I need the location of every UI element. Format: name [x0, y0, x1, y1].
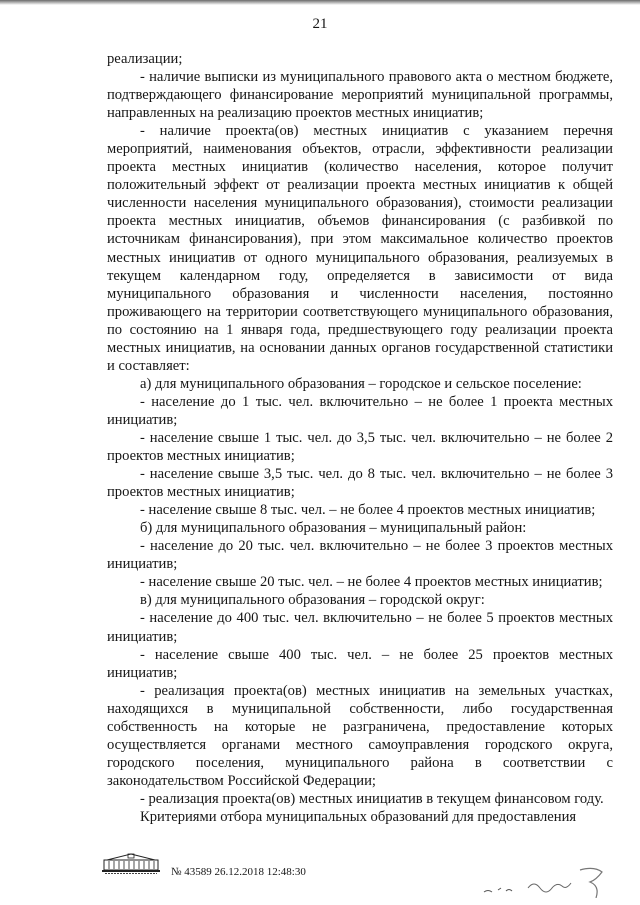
- paragraph: - население свыше 20 тыс. чел. – не более 4 проектов местных инициатив;: [140, 574, 603, 591]
- paragraph: - население свыше 3,5 тыс. чел. до 8 тыс. чел. включительно – не более 3 проектов местных инициатив;: [107, 466, 613, 501]
- scan-top-edge: [0, 0, 640, 5]
- page-number: 21: [312, 16, 328, 32]
- handwritten-signature-icon: [476, 864, 616, 898]
- paragraph: а) для муниципального образования – городское и сельское поселение:: [140, 375, 582, 392]
- body-text: [107, 50, 613, 826]
- paragraph: - реализация проекта(ов) местных инициатив на земельных участках, находящихся в муниципальной собственности, либо государственная собственность на которые не разграничена, предоставление которых осуществляется органами местного самоуправления городского округа, городского поселения, муниципального района в соответствии с законодательством Российской Федерации;: [107, 682, 613, 789]
- paragraph: - наличие проекта(ов) местных инициатив с указанием перечня мероприятий, наименования объектов, отрасли, эффективности реализации проекта местных инициатив (количество населения, которое получит положительный эффект от реализации проекта местных инициатив к общей численности населения муниципального образования), стоимости реализации проекта местных инициатив, объемов финансирования (с разбивкой по источникам финансирования), при этом максимальное количество проектов местных инициатив от одного муниципального образования, реализуемых в текущем календарном году, определяется в зависимости от вида муниципального образования и численности населения, постоянно проживающего на территории соответствующего муниципального образования, по состоянию на 1 января года, предшествующего году реализации проекта местных инициатив, на основании данных органов государственной статистики и составляет:: [107, 123, 613, 374]
- paragraph: - реализация проекта(ов) местных инициатив в текущем финансовом году.: [140, 790, 604, 807]
- document-registration-code: № 43589 26.12.2018 12:48:30: [171, 866, 306, 878]
- paragraph: реализации;: [107, 51, 183, 67]
- paragraph: - население свыше 8 тыс. чел. – не более 4 проектов местных инициатив;: [140, 502, 596, 519]
- paragraph: - население свыше 400 тыс. чел. – не более 25 проектов местных инициатив;: [107, 646, 613, 681]
- paragraph: б) для муниципального образования – муниципальный район:: [140, 520, 527, 537]
- paragraph: - население до 400 тыс. чел. включительно – не более 5 проектов местных инициатив;: [107, 610, 613, 645]
- building-stamp-icon: [101, 852, 161, 876]
- paragraph: - наличие выписки из муниципального правового акта о местном бюджете, подтверждающего финансирование мероприятий муниципальной программы, направленных на реализацию проектов местных инициатив;: [107, 69, 613, 122]
- paragraph: Критериями отбора муниципальных образований для предоставления: [140, 808, 577, 825]
- paragraph: - население до 20 тыс. чел. включительно – не более 3 проектов местных инициатив;: [107, 538, 613, 573]
- paragraph: - население до 1 тыс. чел. включительно – не более 1 проекта местных инициатив;: [107, 393, 613, 428]
- paragraph: - население свыше 1 тыс. чел. до 3,5 тыс. чел. включительно – не более 2 проектов местных инициатив;: [107, 429, 613, 465]
- paragraph: в) для муниципального образования – городской округ:: [140, 592, 485, 609]
